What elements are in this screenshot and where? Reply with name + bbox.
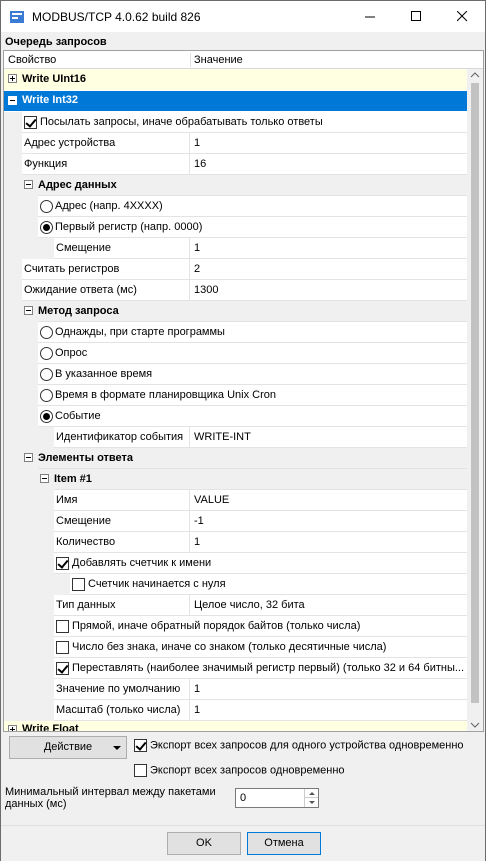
default-value-label: Значение по умолчанию	[54, 679, 190, 700]
row-address-option[interactable]	[4, 196, 468, 217]
name-label: Имя	[54, 490, 190, 511]
row-first-register-option[interactable]	[4, 217, 468, 238]
collapse-minus-icon[interactable]	[8, 96, 17, 105]
export-all-label: Экспорт всех запросов одновременно	[150, 764, 345, 777]
address-option-label: Адрес (напр. 4XXXX)	[55, 200, 163, 212]
dropdown-arrow-icon	[113, 746, 121, 751]
address-radio[interactable]	[40, 200, 53, 213]
function-label: Функция	[22, 154, 190, 175]
collapse-minus-icon[interactable]	[24, 180, 33, 189]
row-counter-zero[interactable]	[4, 574, 468, 595]
export-device-checkbox[interactable]	[134, 739, 147, 752]
event-id-label: Идентификатор события	[54, 427, 190, 448]
min-interval-value: 0	[240, 792, 247, 804]
row-method-time[interactable]	[4, 364, 468, 385]
method-poll-label: Опрос	[55, 347, 88, 359]
row-byte-order[interactable]	[4, 616, 468, 637]
row-send-requests[interactable]	[4, 112, 468, 133]
row-method-poll[interactable]	[4, 343, 468, 364]
add-counter-checkbox[interactable]	[56, 557, 69, 570]
scrollbar-thumb[interactable]	[471, 83, 479, 703]
queue-caption: Очередь запросов	[5, 36, 107, 48]
method-once-label: Однажды, при старте программы	[55, 326, 225, 338]
send-requests-label: Посылать запросы, иначе обрабатывать только ответы	[40, 116, 323, 128]
maximize-button[interactable]	[393, 1, 439, 32]
category-response-elements[interactable]	[4, 448, 468, 469]
swap-registers-label: Переставлять (наиболее значимый регистр первый) (только 32 и 64 битны...	[72, 662, 465, 674]
property-grid[interactable]	[3, 50, 484, 732]
count-label: Количество	[54, 532, 190, 553]
spin-down-icon	[305, 798, 319, 807]
cancel-button[interactable]: Отмена	[247, 832, 321, 855]
collapse-minus-icon[interactable]	[40, 474, 49, 483]
row-read-registers[interactable]	[4, 259, 468, 280]
method-time-label: В указанное время	[55, 368, 153, 380]
method-poll-radio[interactable]	[40, 347, 53, 360]
group-label: Write Float	[22, 723, 79, 732]
export-all-option[interactable]	[134, 764, 345, 777]
minimize-icon	[365, 11, 376, 22]
byte-order-checkbox[interactable]	[56, 620, 69, 633]
group-write-int32[interactable]	[4, 91, 468, 111]
read-registers-value[interactable]: 2	[190, 259, 468, 280]
dialog-footer	[1, 825, 485, 861]
name-value[interactable]: VALUE	[190, 490, 468, 511]
row-method-cron[interactable]	[4, 385, 468, 406]
default-value-value[interactable]: 1	[190, 679, 468, 700]
offset-label: Смещение	[54, 238, 190, 259]
row-offset[interactable]	[4, 238, 468, 259]
category-data-address[interactable]	[4, 175, 468, 196]
data-address-label: Адрес данных	[38, 175, 468, 196]
expand-plus-icon[interactable]	[8, 725, 17, 732]
title-bar[interactable]	[1, 1, 485, 32]
category-item1[interactable]	[4, 469, 468, 490]
scroll-down-icon[interactable]	[467, 719, 483, 731]
group-write-uint16[interactable]	[4, 69, 468, 90]
item1-label: Item #1	[54, 469, 468, 490]
ok-button[interactable]: OK	[167, 832, 241, 855]
response-wait-label: Ожидание ответа (мс)	[22, 280, 190, 301]
counter-zero-checkbox[interactable]	[72, 578, 85, 591]
export-device-label: Экспорт всех запросов для одного устройства одновременно	[150, 739, 464, 752]
close-button[interactable]	[439, 1, 485, 32]
min-interval-label: Минимальный интервал между пакетами данных (мс)	[5, 786, 216, 810]
expand-plus-icon[interactable]	[8, 74, 17, 83]
minimize-button[interactable]	[347, 1, 393, 32]
swap-registers-checkbox[interactable]	[56, 662, 69, 675]
read-registers-label: Считать регистров	[22, 259, 190, 280]
scale-label: Масштаб (только числа)	[54, 700, 190, 721]
response-wait-value[interactable]: 1300	[190, 280, 468, 301]
row-add-counter[interactable]	[4, 553, 468, 574]
row-function[interactable]	[4, 154, 468, 175]
collapse-minus-icon[interactable]	[24, 453, 33, 462]
action-button[interactable]	[9, 736, 127, 759]
first-register-radio[interactable]	[40, 221, 53, 234]
export-device-option[interactable]	[134, 739, 464, 752]
group-label: Write UInt16	[22, 73, 86, 85]
method-cron-radio[interactable]	[40, 389, 53, 402]
header-value: Значение	[194, 54, 243, 66]
data-type-value[interactable]: Целое число, 32 бита	[190, 595, 468, 616]
row-name[interactable]	[4, 490, 468, 511]
row-device-address[interactable]	[4, 133, 468, 154]
counter-zero-label: Счетчик начинается с нуля	[88, 578, 226, 590]
unsigned-checkbox[interactable]	[56, 641, 69, 654]
window-title: MODBUS/TCP 4.0.62 build 826	[32, 10, 201, 24]
min-interval-spinner[interactable]	[235, 788, 319, 808]
method-event-radio[interactable]	[40, 410, 53, 423]
spin-up-icon	[305, 789, 319, 798]
category-request-method[interactable]	[4, 301, 468, 322]
row-unsigned[interactable]	[4, 637, 468, 658]
header-property: Свойство	[8, 54, 57, 66]
byte-order-label: Прямой, иначе обратный порядок байтов (только числа)	[72, 620, 361, 632]
item-offset-label: Смещение	[54, 511, 190, 532]
device-address-label: Адрес устройства	[22, 133, 190, 154]
method-cron-label: Время в формате планировщика Unix Cron	[55, 389, 276, 401]
row-method-once[interactable]	[4, 322, 468, 343]
app-icon	[9, 9, 25, 25]
spin-up-button[interactable]	[304, 789, 318, 798]
action-button-label: Действие	[43, 741, 93, 753]
spin-down-button[interactable]	[304, 798, 318, 807]
row-default-value[interactable]	[4, 679, 468, 700]
close-icon	[457, 11, 468, 22]
method-time-radio[interactable]	[40, 368, 53, 381]
group-label: Write Int32	[22, 94, 79, 106]
unsigned-label: Число без знака, иначе со знаком (только десятичные числа)	[72, 641, 387, 653]
send-requests-checkbox[interactable]	[24, 116, 37, 129]
item-offset-value[interactable]: -1	[190, 511, 468, 532]
row-swap-registers[interactable]	[4, 658, 468, 679]
event-id-value[interactable]: WRITE-INT	[190, 427, 468, 448]
row-count[interactable]	[4, 532, 468, 553]
grid-header	[4, 51, 483, 69]
first-register-label: Первый регистр (напр. 0000)	[55, 221, 203, 233]
offset-value[interactable]: 1	[190, 238, 468, 259]
data-type-label: Тип данных	[54, 595, 190, 616]
vertical-scrollbar[interactable]	[467, 69, 483, 731]
add-counter-label: Добавлять счетчик к имени	[72, 557, 212, 569]
row-event-id[interactable]	[4, 427, 468, 448]
row-method-event[interactable]	[4, 406, 468, 427]
method-event-label: Событие	[55, 410, 101, 422]
method-once-radio[interactable]	[40, 326, 53, 339]
collapse-minus-icon[interactable]	[24, 306, 33, 315]
function-value[interactable]: 16	[190, 154, 468, 175]
response-elements-label: Элементы ответа	[38, 448, 468, 469]
row-data-type[interactable]	[4, 595, 468, 616]
row-response-wait[interactable]	[4, 280, 468, 301]
scale-value[interactable]: 1	[190, 700, 468, 721]
request-method-label: Метод запроса	[38, 301, 468, 322]
row-scale[interactable]	[4, 700, 468, 721]
device-address-value[interactable]: 1	[190, 133, 468, 154]
export-all-checkbox[interactable]	[134, 764, 147, 777]
group-write-float[interactable]	[4, 721, 468, 732]
row-item-offset[interactable]	[4, 511, 468, 532]
maximize-icon	[411, 11, 422, 22]
scroll-up-icon[interactable]	[467, 69, 483, 81]
count-value[interactable]: 1	[190, 532, 468, 553]
